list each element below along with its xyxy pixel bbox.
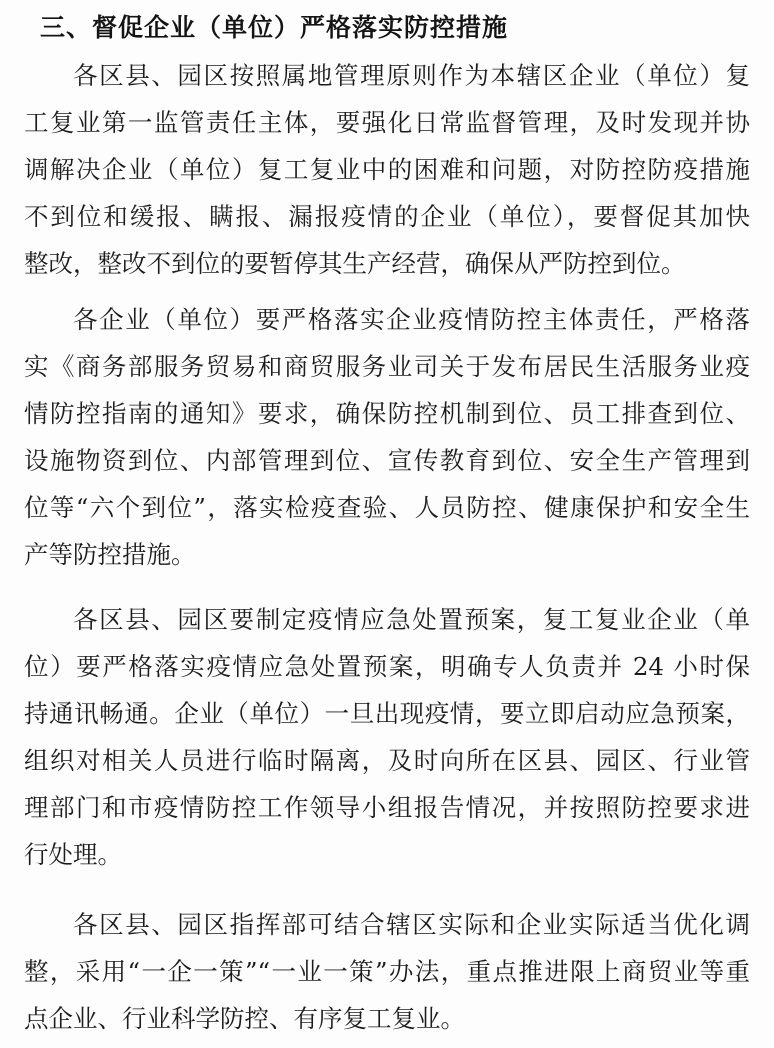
paragraph-2-line-4: 设施物资到位、内部管理到位、宣传教育到位、安全生产管理到 <box>24 446 750 475</box>
paragraph-2-line-3: 情防控指南的通知》要求，确保防控机制到位、员工排查到位、 <box>24 399 750 428</box>
paragraph-4-line-1: 各区县、园区指挥部可结合辖区实际和企业实际适当优化调 <box>73 910 750 939</box>
paragraph-2-line-5: 位等“六个到位”，落实检疫查验、人员防控、健康保护和安全生 <box>24 493 750 522</box>
paragraph-1-line-1: 各区县、园区按照属地管理原则作为本辖区企业（单位）复 <box>73 61 750 90</box>
paragraph-2-line-2: 实《商务部服务贸易和商贸服务业司关于发布居民生活服务业疫 <box>24 352 750 381</box>
paragraph-4-line-2: 整，采用“一企一策”“一业一策”办法，重点推进限上商贸业等重 <box>24 957 750 986</box>
paragraph-2-line-6: 产等防控措施。 <box>24 540 196 569</box>
paragraph-3-line-2: 位）要严格落实疫情应急处置预案，明确专人负责并 24 小时保 <box>24 652 750 681</box>
paragraph-3-line-1: 各区县、园区要制定疫情应急处置预案，复工复业企业（单 <box>73 605 750 634</box>
paragraph-4-line-3: 点企业、行业科学防控、有序复工复业。 <box>24 1004 465 1033</box>
paragraph-1-line-5: 整改，整改不到位的要暂停其生产经营，确保从严防控到位。 <box>24 249 686 278</box>
section-heading: 三、督促企业（单位）严格落实防控措施 <box>40 13 509 42</box>
paragraph-3-line-3: 持通讯畅通。企业（单位）一旦出现疫情，要立即启动应急预案， <box>24 699 750 728</box>
paragraph-2-line-1: 各企业（单位）要严格落实企业疫情防控主体责任，严格落 <box>73 305 750 334</box>
paragraph-3-line-5: 理部门和市疫情防控工作领导小组报告情况，并按照防控要求进 <box>24 793 750 822</box>
paragraph-1-line-2: 工复业第一监管责任主体，要强化日常监督管理，及时发现并协 <box>24 108 750 137</box>
paragraph-1-line-3: 调解决企业（单位）复工复业中的困难和问题，对防控防疫措施 <box>24 155 750 184</box>
paragraph-3-line-6: 行处理。 <box>24 840 122 869</box>
paragraph-1-line-4: 不到位和缓报、瞒报、漏报疫情的企业（单位），要督促其加快 <box>24 202 750 231</box>
paragraph-3-line-4: 组织对相关人员进行临时隔离，及时向所在区县、园区、行业管 <box>24 746 750 775</box>
